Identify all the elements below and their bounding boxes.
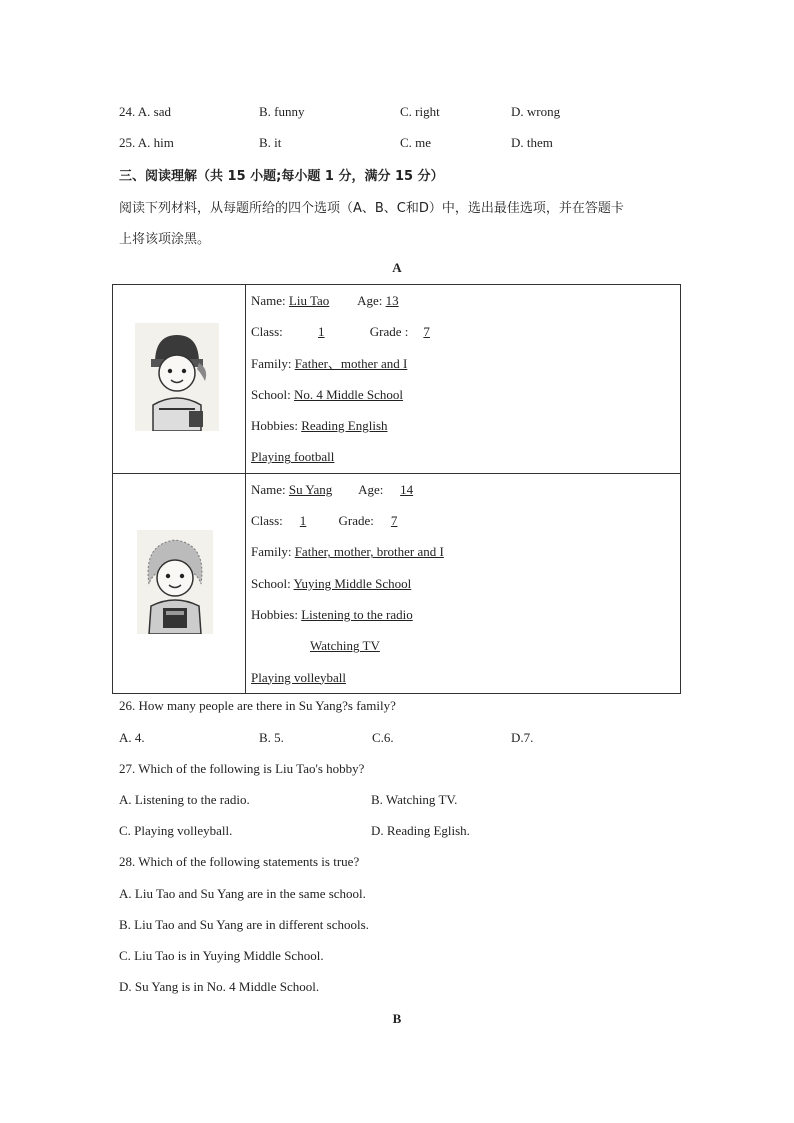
question-27-option-c: C. Playing volleyball. xyxy=(119,823,233,838)
profile-class-grade-row xyxy=(251,505,680,536)
question-24-option-a: 24. A. sad xyxy=(119,104,171,119)
question-24-option-b: B. funny xyxy=(259,104,305,119)
grade-label: Grade: xyxy=(338,513,374,529)
profile-picture-cell xyxy=(113,473,246,693)
family-value: Father、mother and I xyxy=(294,355,408,371)
age-label: Age: xyxy=(358,481,384,497)
school-label: School: xyxy=(251,575,291,591)
name-label: Name: xyxy=(251,481,286,497)
age-value: 13 xyxy=(385,293,399,308)
school-label: School: xyxy=(251,386,291,402)
profile-picture-cell xyxy=(113,285,246,474)
grade-value: 7 xyxy=(390,513,398,529)
profile-info-cell xyxy=(246,473,681,693)
family-value: Father, mother, brother and I xyxy=(294,544,444,560)
section-instruction-line-1: 阅读下列材料，从每题所给的四个选项（A、B、C和D）中，选出最佳选项，并在答题卡 xyxy=(119,201,624,216)
profile-school-row xyxy=(251,379,680,410)
profile-name-age-row xyxy=(251,285,680,316)
hobby-item: Watching TV xyxy=(310,638,380,654)
profile-hobbies-row xyxy=(251,599,680,630)
section-instruction-line-2: 上将该项涂黑。 xyxy=(119,232,211,247)
family-label: Family: xyxy=(251,544,292,560)
grade-label: Grade : xyxy=(369,324,409,340)
question-28-option-a: A. Liu Tao and Su Yang are in the same school. xyxy=(119,886,366,901)
hobby-item: Playing football xyxy=(251,449,335,465)
profile-hobbies-row-2 xyxy=(251,630,680,661)
profile-row-su-yang xyxy=(113,473,681,693)
passage-b-label: B xyxy=(392,1011,402,1026)
hobbies-label: Hobbies: xyxy=(251,606,298,622)
question-28-option-d: D. Su Yang is in No. 4 Middle School. xyxy=(119,979,320,994)
class-value: 1 xyxy=(318,324,325,340)
family-label: Family: xyxy=(251,355,292,371)
hobby-item: Listening to the radio xyxy=(301,606,413,622)
class-label: Class: xyxy=(251,513,283,529)
name-value: Su Yang xyxy=(288,481,333,497)
profiles-table xyxy=(112,284,681,694)
question-25-option-a: 25. A. him xyxy=(119,135,174,150)
question-26-option-a: A. 4. xyxy=(119,730,145,745)
question-27-option-d: D. Reading Eglish. xyxy=(371,823,470,838)
school-value: Yuying Middle School xyxy=(293,575,412,591)
question-26-option-b: B. 5. xyxy=(259,730,284,745)
profile-hobbies-row xyxy=(251,410,680,441)
boy-portrait-icon xyxy=(135,323,219,431)
question-28-option-b: B. Liu Tao and Su Yang are in different schools. xyxy=(119,917,369,932)
question-27-option-b: B. Watching TV. xyxy=(371,792,458,807)
profile-family-row xyxy=(251,536,680,567)
question-25-option-b: B. it xyxy=(259,135,282,150)
question-26-option-d: D.7. xyxy=(511,730,534,745)
name-value: Liu Tao xyxy=(288,293,330,308)
profile-hobbies-row-2 xyxy=(251,441,680,472)
profile-hobbies-row-3 xyxy=(251,662,680,693)
name-label: Name: xyxy=(251,293,286,308)
question-28-option-c: C. Liu Tao is in Yuying Middle School. xyxy=(119,948,324,963)
hobby-item: Playing volleyball xyxy=(251,669,346,685)
profile-name-age-row xyxy=(251,474,680,505)
profile-class-grade-row xyxy=(251,316,680,347)
question-26-option-c: C.6. xyxy=(372,730,394,745)
question-28-stem: 28. Which of the following statements is true? xyxy=(119,854,360,869)
hobbies-label: Hobbies: xyxy=(251,418,298,434)
question-27-stem: 27. Which of the following is Liu Tao's hobby? xyxy=(119,761,365,776)
question-24-option-c: C. right xyxy=(400,104,440,119)
question-27-option-a: A. Listening to the radio. xyxy=(119,792,250,807)
question-26-stem: 26. How many people are there in Su Yang?s family? xyxy=(119,698,396,713)
class-value: 1 xyxy=(299,513,307,529)
question-24-option-d: D. wrong xyxy=(511,104,561,119)
profile-family-row xyxy=(251,348,680,379)
passage-a-label: A xyxy=(392,260,402,275)
section-heading: 三、阅读理解（共 15 小题;每小题 1 分，满分 15 分） xyxy=(119,169,444,184)
class-label: Class: xyxy=(251,324,283,340)
question-25-option-d: D. them xyxy=(511,135,553,150)
profile-info-cell xyxy=(246,285,681,474)
hobby-item: Reading English xyxy=(301,418,388,434)
age-label: Age: xyxy=(357,293,383,308)
question-25-option-c: C. me xyxy=(400,135,432,150)
school-value: No. 4 Middle School xyxy=(293,386,404,402)
grade-value: 7 xyxy=(423,324,430,340)
age-value: 14 xyxy=(400,481,414,497)
profile-school-row xyxy=(251,568,680,599)
girl-portrait-icon xyxy=(137,530,213,634)
profile-row-liu-tao xyxy=(113,285,681,474)
